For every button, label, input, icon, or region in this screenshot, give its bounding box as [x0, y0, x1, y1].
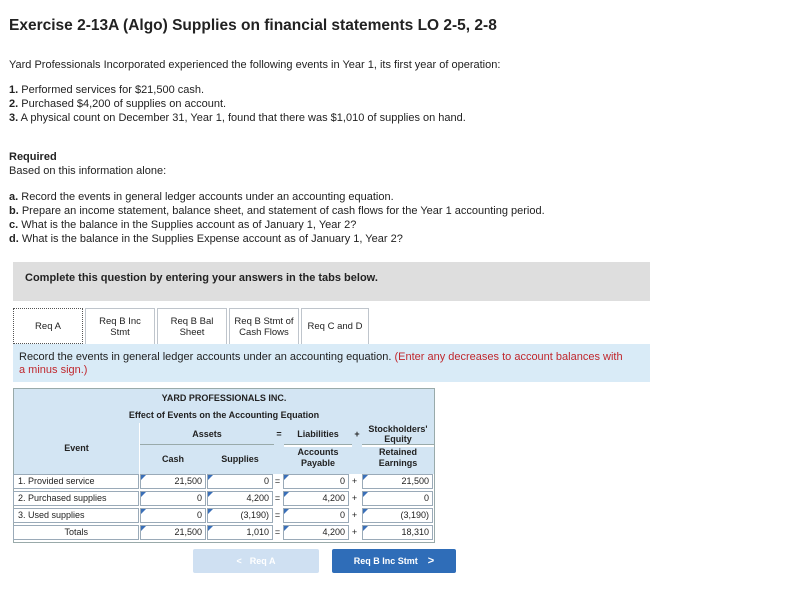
equals-sign: = — [274, 476, 281, 486]
event-1: 1. Performed services for $21,500 cash. — [9, 84, 205, 96]
requirement-b: b. Prepare an income statement, balance sheet, and statement of cash flows for the Year 1 accounting period. — [9, 205, 545, 217]
retained-earnings-total: 18,310 — [362, 525, 433, 540]
supplies-total: 1,010 — [207, 525, 273, 540]
plus-sign: + — [351, 510, 358, 520]
accounts-payable-total: 4,200 — [283, 525, 349, 540]
accounts-payable-input-3[interactable]: 0 — [283, 508, 349, 523]
instruction-panel: Record the events in general ledger accounts under an accounting equation. (Enter any decreases to account balances with a minus sign.) — [13, 344, 650, 382]
required-sub: Based on this information alone: — [9, 165, 167, 177]
retained-earnings-header: Retained Earnings — [362, 447, 434, 474]
company-name: YARD PROFESSIONALS INC. — [14, 389, 434, 407]
required-heading: Required — [9, 151, 57, 163]
tab-req-c-and-d[interactable]: Req C and D — [301, 308, 369, 344]
requirement-a: a. Record the events in general ledger accounts under an accounting equation. — [9, 191, 394, 203]
cash-input-2[interactable]: 0 — [140, 491, 206, 506]
instructions-banner: Complete this question by entering your answers in the tabs below. — [13, 262, 650, 301]
equals-sign: = — [274, 493, 281, 503]
event-2: 2. Purchased $4,200 of supplies on account. — [9, 98, 227, 110]
accounts-payable-header: Accounts Payable — [284, 447, 352, 474]
supplies-input-3[interactable]: (3,190) — [207, 508, 273, 523]
event-3: 3. A physical count on December 31, Year 1, found that there was $1,010 of supplies on hand. — [9, 112, 466, 124]
cash-input-1[interactable]: 21,500 — [140, 474, 206, 489]
assets-header: Assets — [140, 423, 274, 445]
accounts-payable-input-2[interactable]: 4,200 — [283, 491, 349, 506]
tab-req-b-bal-sheet[interactable]: Req B Bal Sheet — [157, 308, 227, 344]
plus-sign: + — [351, 476, 358, 486]
retained-earnings-input-2[interactable]: 0 — [362, 491, 433, 506]
equals-sign: = — [274, 510, 281, 520]
event-header: Event — [14, 423, 140, 474]
plus-sign: + — [351, 527, 358, 537]
retained-earnings-input-3[interactable]: (3,190) — [362, 508, 433, 523]
plus-sign: + — [351, 493, 358, 503]
tab-req-b-cash-flows[interactable]: Req B Stmt of Cash Flows — [229, 308, 299, 344]
tab-req-a[interactable]: Req A — [13, 308, 83, 344]
retained-earnings-input-1[interactable]: 21,500 — [362, 474, 433, 489]
cash-total: 21,500 — [140, 525, 206, 540]
chevron-right-icon: > — [427, 555, 435, 567]
equity-header: Stockholders' Equity — [362, 423, 434, 445]
chevron-left-icon: < — [236, 556, 242, 566]
event-label-1: 1. Provided service — [13, 474, 139, 489]
totals-label: Totals — [13, 525, 139, 540]
equals-sign: = — [274, 527, 281, 537]
requirement-c: c. What is the balance in the Supplies account as of January 1, Year 2? — [9, 219, 357, 231]
equals-header: = — [274, 423, 284, 474]
supplies-input-2[interactable]: 4,200 — [207, 491, 273, 506]
intro-text: Yard Professionals Incorporated experienced the following events in Year 1, its first year of operation: — [9, 59, 501, 71]
next-req-b-inc-stmt-button[interactable]: Req B Inc Stmt > — [332, 549, 456, 573]
supplies-input-1[interactable]: 0 — [207, 474, 273, 489]
tab-req-b-inc-stmt[interactable]: Req B Inc Stmt — [85, 308, 155, 344]
prev-req-a-button[interactable]: < Req A — [193, 549, 319, 573]
table-subtitle: Effect of Events on the Accounting Equation — [14, 407, 434, 423]
event-label-2: 2. Purchased supplies — [13, 491, 139, 506]
supplies-header: Supplies — [206, 445, 274, 474]
cash-header: Cash — [140, 445, 206, 474]
requirement-d: d. What is the balance in the Supplies Expense account as of January 1, Year 2? — [9, 233, 403, 245]
liabilities-header: Liabilities — [284, 423, 352, 445]
page-title: Exercise 2-13A (Algo) Supplies on financial statements LO 2-5, 2-8 — [9, 17, 497, 34]
plus-header: + — [352, 423, 362, 474]
cash-input-3[interactable]: 0 — [140, 508, 206, 523]
event-label-3: 3. Used supplies — [13, 508, 139, 523]
accounts-payable-input-1[interactable]: 0 — [283, 474, 349, 489]
